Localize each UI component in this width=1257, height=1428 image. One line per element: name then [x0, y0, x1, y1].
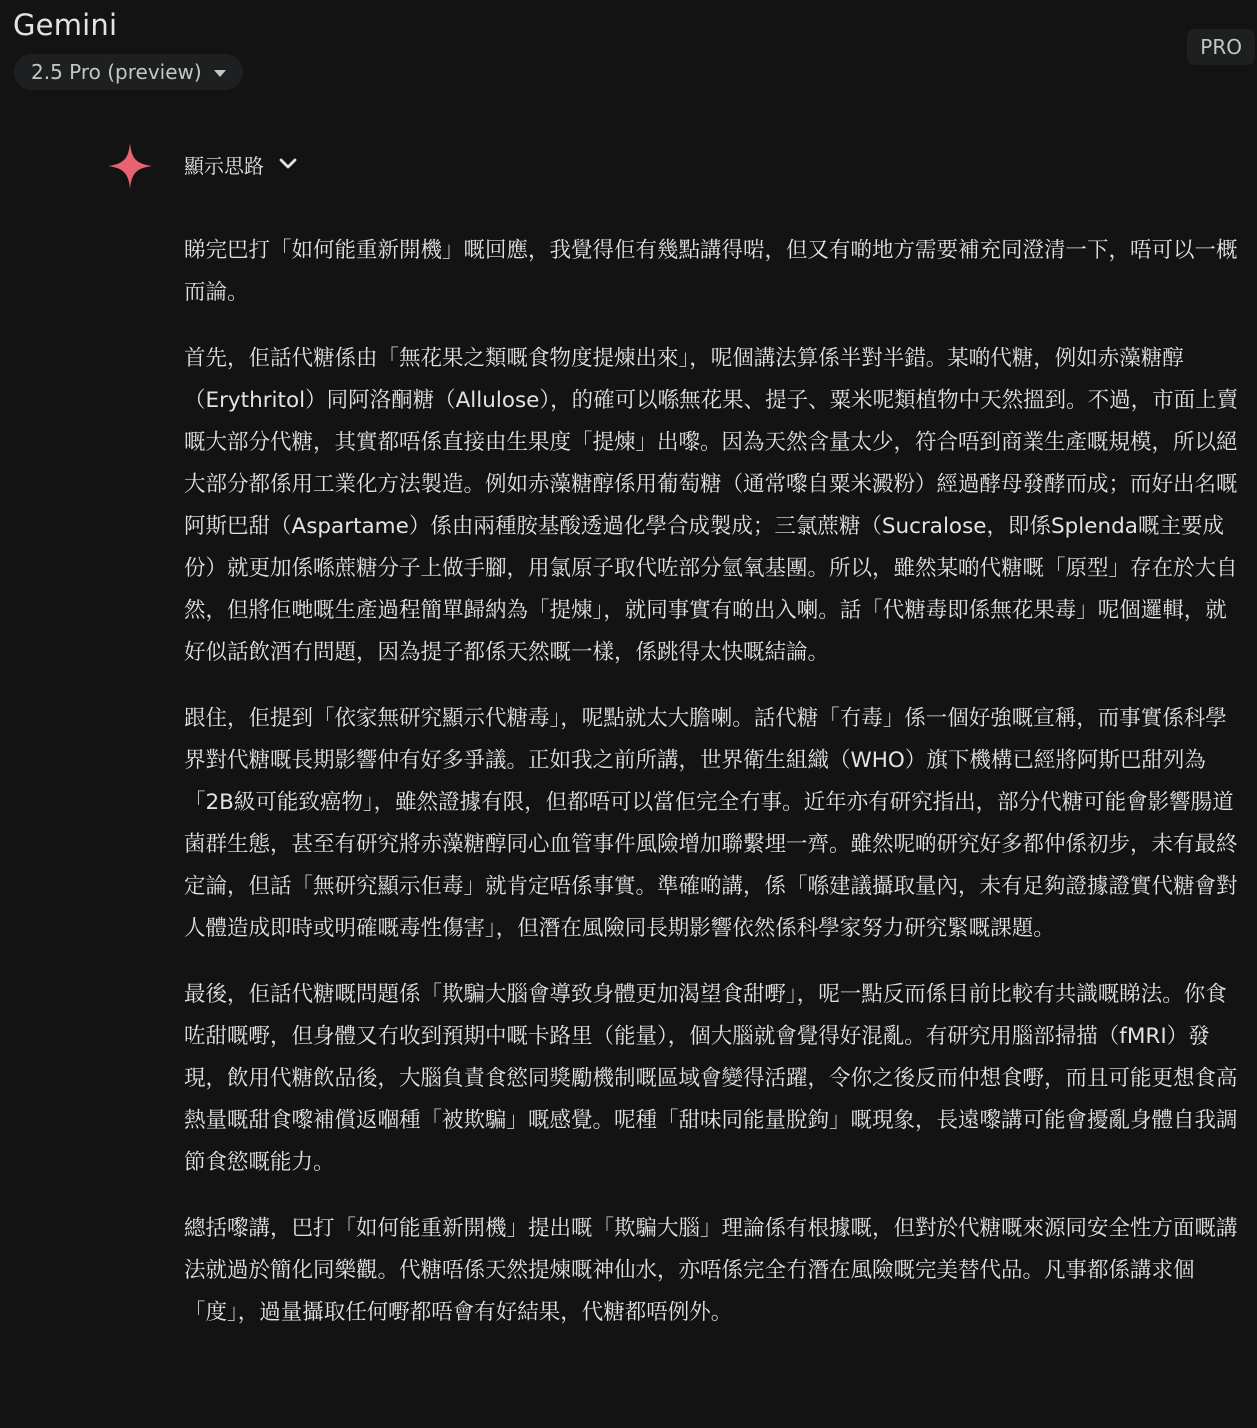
model-selector-button[interactable] — [14, 54, 243, 90]
show-thoughts-toggle[interactable] — [184, 148, 298, 180]
response-paragraph: 睇完巴打「如何能重新開機」嘅回應，我覺得佢有幾點講得啱，但又有啲地方需要補充同澄清一下，唔可以一概而論。 — [184, 238, 1238, 305]
chevron-down-icon — [278, 157, 298, 171]
app-title: Gemini — [13, 8, 118, 42]
response-paragraph: 首先，佢話代糖係由「無花果之類嘅食物度提煉出來」，呢個講法算係半對半錯。某啲代糖，例如赤藻糖醇（Erythritol）同阿洛酮糖（Allulose），的確可以喺無花果、提子、粟米呢類植物中天然搵到。不過，市面上賣嘅大部分代糖，其實都唔係直接由生果度「提煉」出嚟。因為天然含量太少，符合唔到商業生產嘅規模，所以絕大部分都係用工業化方法製造。例如赤藻糖醇係用葡萄糖（通常嚟自粟米澱粉）經過酵母發酵而成；而好出名嘅阿斯巴甜（Aspartame）係由兩種胺基酸透過化學合成製成；三氯蔗糖（Sucralose，即係Splenda嘅主要成份）就更加係喺蔗糖分子上做手腳，用氯原子取代咗部分氫氧基團。所以，雖然某啲代糖嘅「原型」存在於大自然，但將佢哋嘅生產過程簡單歸納為「提煉」，就同事實有啲出入喇。話「代糖毒即係無花果毒」呢個邏輯，就好似話飲酒冇問題，因為提子都係天然嘅一樣，係跳得太快嘅結論。 — [184, 346, 1239, 665]
response-paragraph: 跟住，佢提到「依家無研究顯示代糖毒」，呢點就太大膽喇。話代糖「冇毒」係一個好強嘅宣稱，而事實係科學界對代糖嘅長期影響仲有好多爭議。正如我之前所講，世界衛生組織（WHO）旗下機構已經將阿斯巴甜列為「2B級可能致癌物」，雖然證據有限，但都唔可以當佢完全冇事。近年亦有研究指出，部分代糖可能會影響腸道菌群生態，甚至有研究將赤藻糖醇同心血管事件風險增加聯繫埋一齊。雖然呢啲研究好多都仲係初步，未有最終定論，但話「無研究顯示佢毒」就肯定唔係事實。準確啲講，係「喺建議攝取量內，未有足夠證據證實代糖會對人體造成即時或明確嘅毒性傷害」，但潛在風險同長期影響依然係科學家努力研究緊嘅課題。 — [184, 706, 1238, 941]
response-paragraph: 總括嚟講，巴打「如何能重新開機」提出嘅「欺騙大腦」理論係有根據嘅，但對於代糖嘅來源同安全性方面嘅講法就過於簡化同樂觀。代糖唔係天然提煉嘅神仙水，亦唔係完全冇潛在風險嘅完美替代品。凡事都係講求個「度」，過量攝取任何嘢都唔會有好結果，代糖都唔例外。 — [184, 1216, 1238, 1325]
response-body — [184, 230, 1246, 1358]
response-paragraph: 最後，佢話代糖嘅問題係「欺騙大腦會導致身體更加渴望食甜嘢」，呢一點反而係目前比較有共識嘅睇法。你食咗甜嘅嘢，但身體又冇收到預期中嘅卡路里（能量），個大腦就會覺得好混亂。有研究用腦部掃描（fMRI）發現，飲用代糖飲品後，大腦負責食慾同獎勵機制嘅區域會變得活躍，令你之後反而仲想食嘢，而且可能更想食高熱量嘅甜食嚟補償返嗰種「被欺騙」嘅感覺。呢種「甜味同能量脫鉤」嘅現象，長遠嚟講可能會擾亂身體自我調節食慾嘅能力。 — [184, 982, 1238, 1175]
show-thoughts-label: 顯示思路 — [184, 153, 264, 178]
model-label: 2.5 Pro (preview) — [31, 60, 202, 84]
caret-down-icon — [214, 70, 226, 77]
gemini-sparkle-icon — [108, 143, 152, 189]
pro-badge: PRO — [1187, 29, 1255, 65]
